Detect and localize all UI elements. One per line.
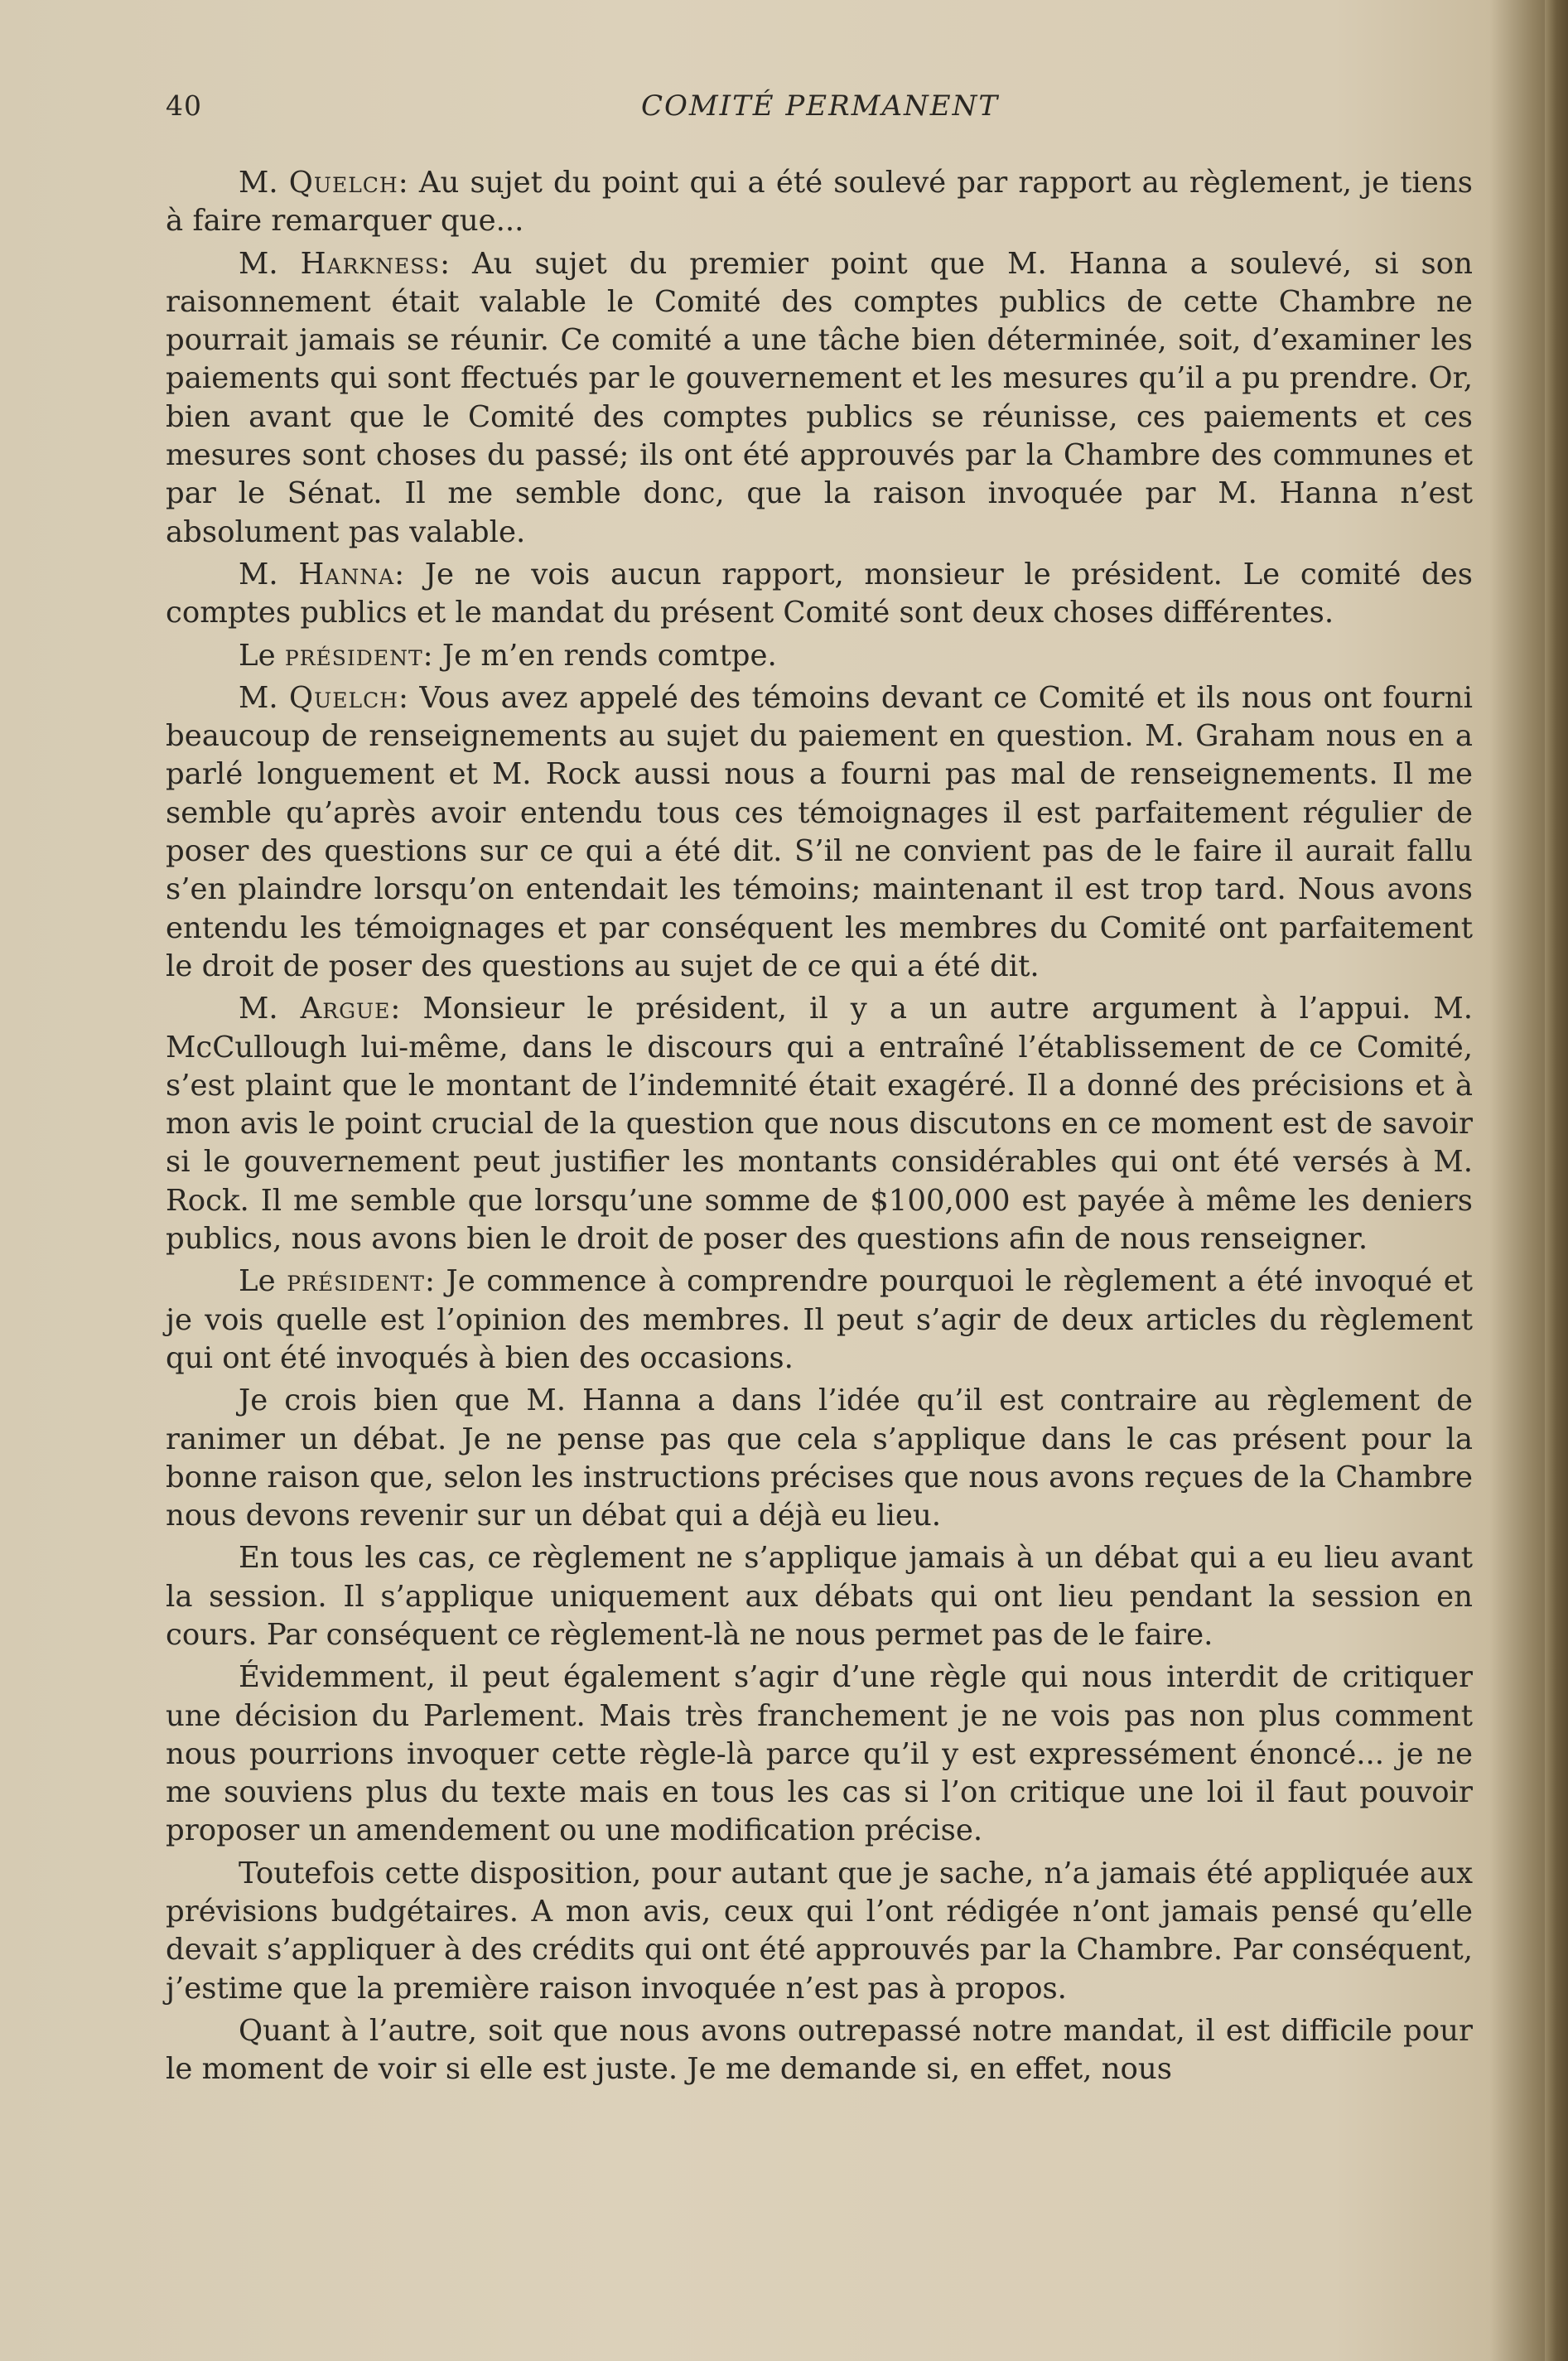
paragraph: [166, 556, 1473, 633]
speaker-name: président: [287, 1264, 425, 1299]
paragraph-text: Quant à l’autre, soit que nous avons outrepassé notre mandat, il est difficile pour le moment de voir si elle est juste. Je me demande si, en effet, nous: [166, 2013, 1473, 2087]
paragraph-text: : Vous avez appelé des témoins devant ce Comité et ils nous ont fourni beaucoup de renseignements au sujet du paiement en question. M. Graham nous en a parlé longuement et M. Rock aussi nous a fourni pas mal de renseignements. Il me semble qu’après avoir entendu tous ces témoignages il est parfaitement régulier de poser des questions sur ce qui a été dit. S’il ne convient pas de le faire il aurait fallu s’en plaindre lorsqu’on entendait les témoins; maintenant il est trop tard. Nous avons entendu les témoignages et par conséquent les membres du Comité ont parfaitement le droit de poser des questions au sujet de ce qui a été dit.: [166, 680, 1473, 983]
speaker-name: Quelch: [288, 166, 398, 200]
paragraph-text: : Au sujet du premier point que M. Hanna a soulevé, si son raisonnement était valable le Comité des comptes publics de cette Chambre ne pourrait jamais se réunir. Ce comité a une tâche bien déterminée, soit, d’examiner les paiements qui sont ffectués par le gouvernement et les mesures qu’il a pu prendre. Or, bien avant que le Comité des comptes publics se réunisse, ces paiements et ces mesures sont choses du passé; ils ont été approuvés par la Chambre des communes et par le Sénat. Il me semble donc, que la raison invoquée par M. Hanna n’est absolument pas valable.: [166, 246, 1473, 549]
paragraph-text: : Je m’en rends comtpe.: [422, 638, 777, 673]
page-header: [166, 89, 1474, 131]
paragraph-text: En tous les cas, ce règlement ne s’applique jamais à un débat qui a eu lieu avant la session. Il s’applique uniquement aux débats qui ont lieu pendant la session en cours. Par conséquent ce règlement-là ne nous permet pas de le faire.: [166, 1541, 1473, 1652]
speaker-prefix: M.: [239, 246, 301, 281]
paragraph: [166, 245, 1473, 552]
speaker-name: Argue: [300, 992, 391, 1026]
speaker-prefix: M.: [239, 680, 290, 715]
paragraph-text: : Au sujet du point qui a été soulevé par rapport au règlement, je tiens à faire remarquer que...: [166, 166, 1473, 239]
paragraph-text: Toutefois cette disposition, pour autant que je sache, n’a jamais été appliquée aux prévisions budgétaires. A mon avis, ceux qui l’ont rédigée n’ont jamais pensé qu’elle devait s’appliquer à des crédits qui ont été approuvés par la Chambre. Par conséquent, j’estime que la première raison invoquée n’est pas à propos.: [166, 1856, 1473, 2006]
speaker-prefix: M.: [239, 992, 301, 1026]
paragraph-text: Évidemment, il peut également s’agir d’une règle qui nous interdit de critiquer une décision du Parlement. Mais très franchement je ne vois pas non plus comment nous pourrions invoquer cette règle-là parce qu’il y est expressément énoncé... je ne me souviens plus du texte mais en tous les cas si l’on critique une loi il faut pouvoir proposer un amendement ou une modification précise.: [166, 1660, 1473, 1848]
paragraph: [166, 1263, 1473, 1378]
speaker-prefix: M.: [239, 557, 299, 591]
speaker-name: président: [284, 638, 423, 673]
paragraph-text: : Je ne vois aucun rapport, monsieur le président. Le comité des comptes publics et le mandat du présent Comité sont deux choses différentes.: [166, 557, 1474, 630]
page-number: 40: [166, 89, 202, 122]
paragraph: [166, 1539, 1473, 1654]
body-text: [166, 164, 1473, 2093]
paragraph-text: : Je commence à comprendre pourquoi le règlement a été invoqué et je vois quelle est l’opinion des membres. Il peut s’agir de deux articles du règlement qui ont été invoqués à bien des occasions.: [166, 1264, 1474, 1375]
paragraph: [166, 2012, 1473, 2089]
paragraph: [166, 1855, 1473, 2008]
paragraph: [166, 990, 1473, 1258]
paragraph: [166, 1382, 1473, 1535]
paragraph: [166, 679, 1473, 986]
paragraph: [166, 637, 1473, 675]
speaker-prefix: Le: [239, 1264, 287, 1299]
binding-edge: [1545, 0, 1568, 2361]
paragraph: [166, 1658, 1473, 1850]
paragraph-text: Je crois bien que M. Hanna a dans l’idée qu’il est contraire au règlement de ranimer un débat. Je ne pense pas que cela s’applique dans le cas présent pour la bonne raison que, selon les instructions précises que nous avons reçues de la Chambre nous devons revenir sur un débat qui a déjà eu lieu.: [166, 1383, 1473, 1533]
speaker-prefix: Le: [239, 638, 285, 673]
speaker-name: Quelch: [289, 680, 399, 715]
running-title: COMITÉ PERMANENT: [640, 89, 1000, 123]
paragraph-text: : Monsieur le président, il y a un autre argument à l’appui. M. McCullough lui-même, dans le discours qui a entraîné l’établissement de ce Comité, s’est plaint que le montant de l’indemnité était exagéré. Il a donné des précisions et à mon avis le point crucial de la question que nous discutons en ce moment est de savoir si le gouvernement peut justifier les montants considérables qui ont été versés à M. Rock. Il me semble que lorsqu’une somme de $100,000 est payée à même les deniers publics, nous avons bien le droit de poser des questions afin de nous renseigner.: [166, 992, 1473, 1257]
speaker-name: Harkness: [300, 246, 441, 281]
speaker-name: Hanna: [298, 557, 395, 591]
paragraph: [166, 164, 1473, 241]
speaker-prefix: M.: [239, 166, 289, 200]
